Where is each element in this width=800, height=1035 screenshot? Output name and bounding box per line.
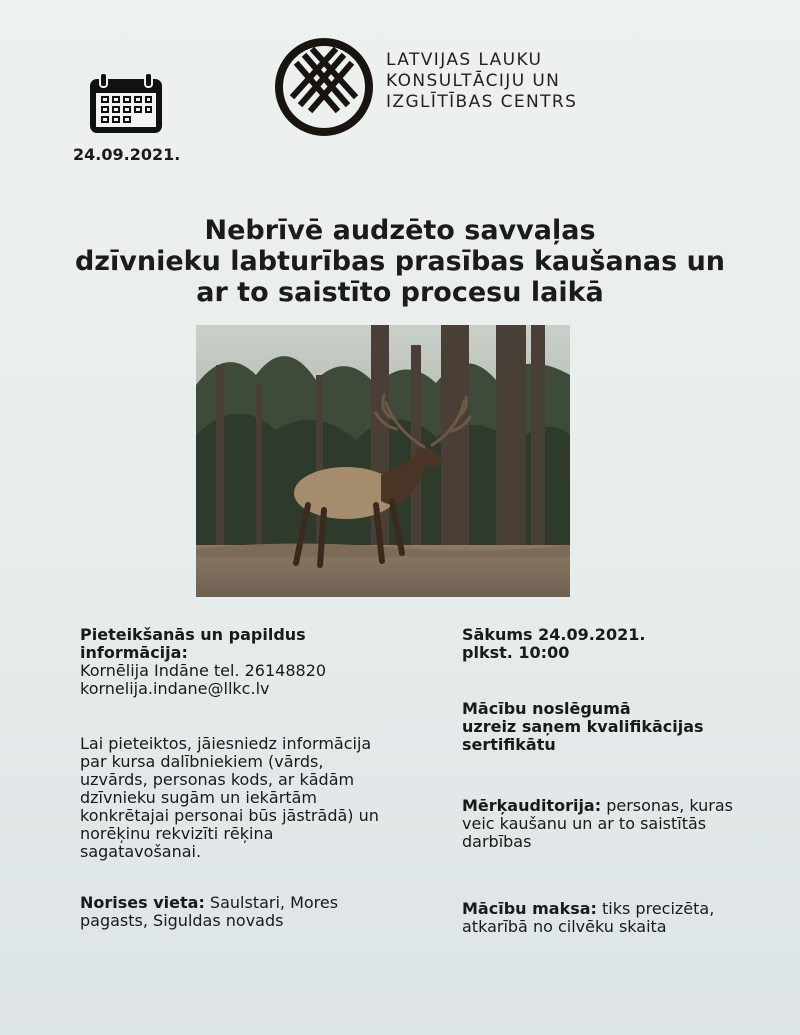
apply-line: sagatavošanai. — [80, 842, 202, 861]
apply-line: konkrētajai personai būs jāstrādā) un — [80, 806, 379, 825]
application-info — [80, 735, 450, 861]
apply-line: dzīvnieku sugām un iekārtām — [80, 788, 317, 807]
llkc-logo — [274, 37, 374, 137]
apply-line: Lai pieteiktos, jāiesniedz informācija — [80, 734, 372, 753]
certificate-section — [462, 700, 772, 754]
calendar-icon — [88, 73, 164, 135]
apply-line: uzvārds, personas kods, ar kādām — [80, 770, 355, 789]
venue-line-1 — [80, 894, 450, 912]
fee-section — [462, 900, 772, 936]
fee-label: Mācību maksa: — [462, 899, 597, 918]
org-line-2: KONSULTĀCIJU UN — [386, 71, 561, 91]
fee-line-2: atkarībā no cilvēku skaita — [462, 917, 667, 936]
event-date: 24.09.2021. — [73, 145, 181, 164]
audience-line-2: veic kaušanu un ar to saistītās — [462, 814, 707, 833]
title-line-3: ar to saistīto procesu laikā — [196, 277, 604, 308]
audience-line-1 — [462, 797, 772, 815]
org-line-3: IZGLĪTĪBAS CENTRS — [386, 92, 578, 112]
organization-name — [386, 50, 577, 113]
contact-heading-line-2: informācija: — [80, 643, 188, 662]
audience-line-3: darbības — [462, 832, 532, 851]
audience-value: personas, kuras — [601, 796, 733, 815]
start-section — [462, 626, 772, 662]
venue-line-2: pagasts, Siguldas novads — [80, 911, 284, 930]
apply-line: norēķinu rekvizīti rēķina — [80, 824, 274, 843]
venue-section — [80, 894, 450, 930]
page-title — [40, 215, 760, 308]
audience-section — [462, 797, 772, 851]
fee-value: tiks precizēta, — [596, 899, 715, 918]
start-line-1: Sākums 24.09.2021. — [462, 625, 646, 644]
venue-label: Norises vieta: — [80, 893, 205, 912]
contact-section — [80, 626, 450, 698]
title-line-1: Nebrīvē audzēto savvaļas — [204, 215, 596, 246]
elk-photo — [196, 325, 570, 597]
apply-line: par kursa dalībniekiem (vārds, — [80, 752, 324, 771]
fee-line-1 — [462, 900, 772, 918]
start-line-2: plkst. 10:00 — [462, 643, 570, 662]
contact-person: Kornēlija Indāne tel. 26148820 — [80, 661, 327, 680]
cert-line-3: sertifikātu — [462, 735, 556, 754]
contact-email[interactable]: kornelija.indane@llkc.lv — [80, 679, 270, 698]
cert-line-1: Mācību noslēgumā — [462, 699, 631, 718]
contact-heading-line-1: Pieteikšanās un papildus — [80, 625, 306, 644]
title-line-2: dzīvnieku labturības prasības kaušanas un — [74, 246, 726, 277]
cert-line-2: uzreiz saņem kvalifikācijas — [462, 717, 704, 736]
venue-value: Saulstari, Mores — [204, 893, 339, 912]
audience-label: Mērķauditorija: — [462, 796, 602, 815]
org-line-1: LATVIJAS LAUKU — [386, 50, 543, 70]
